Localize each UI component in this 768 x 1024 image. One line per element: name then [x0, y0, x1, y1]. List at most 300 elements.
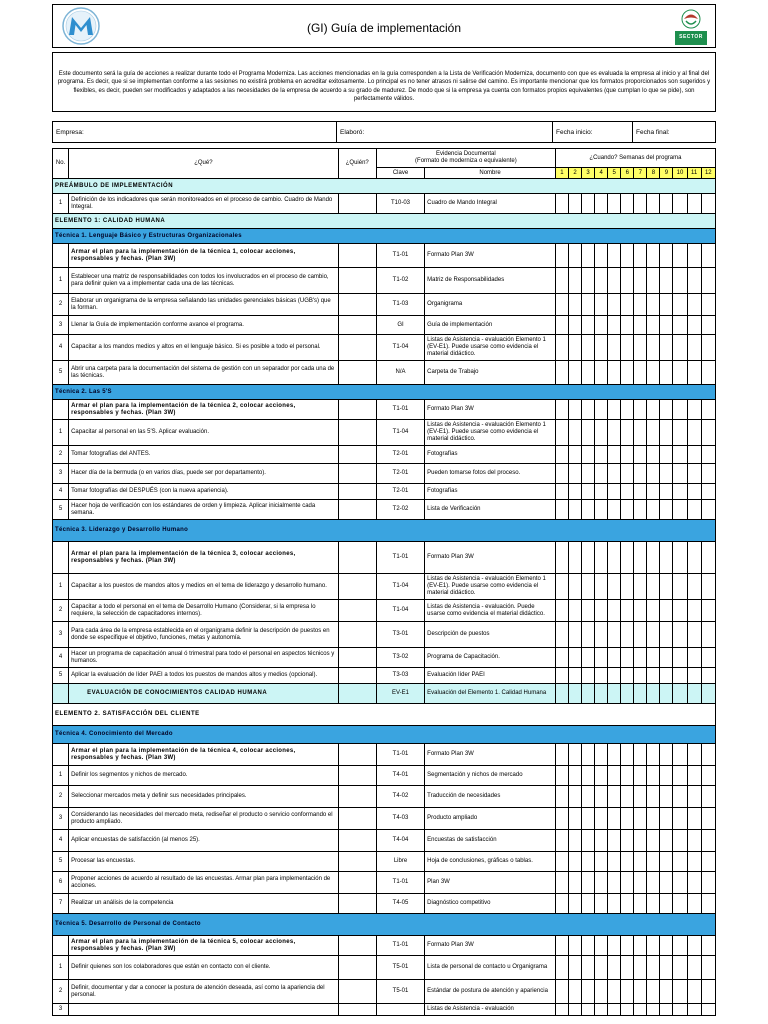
week-cell	[582, 500, 595, 520]
week-cell	[555, 980, 568, 1004]
week-header-5: 5	[608, 168, 621, 179]
week-cell	[608, 484, 621, 500]
item-nombre: Lista de Verificación	[425, 500, 556, 520]
item-que: Hacer día de la bermuda (o en varios días, puede ser por departamento).	[69, 464, 339, 484]
week-cell	[608, 766, 621, 786]
item-que: Armar el plan para la implementación de la técnica 3, colocar acciones, responsables y fechas. (Plan 3W)	[69, 542, 339, 574]
week-cell	[647, 808, 660, 830]
week-cell	[687, 936, 701, 956]
week-cell	[582, 766, 595, 786]
week-cell	[595, 420, 608, 446]
week-cell	[687, 316, 701, 335]
week-cell	[634, 830, 647, 852]
week-cell	[673, 894, 687, 914]
item-que: Capacitar al personal en las 5'S. Aplicar evaluación.	[69, 420, 339, 446]
item-row	[53, 464, 716, 484]
week-cell	[568, 872, 581, 894]
week-cell	[582, 830, 595, 852]
week-cell	[555, 335, 568, 361]
week-cell	[555, 484, 568, 500]
item-row	[53, 600, 716, 622]
week-cell	[555, 244, 568, 268]
week-cell	[647, 574, 660, 600]
item-number: 4	[53, 648, 69, 668]
week-cell	[608, 400, 621, 420]
week-cell	[621, 684, 634, 704]
week-cell	[621, 600, 634, 622]
item-clave: T4-05	[376, 894, 424, 914]
item-que: Armar el plan para la implementación de la técnica 5, colocar acciones, responsables y fechas. (Plan 3W)	[69, 936, 339, 956]
week-header-6: 6	[621, 168, 634, 179]
week-cell	[660, 294, 673, 316]
section-row	[53, 179, 716, 194]
item-quien	[338, 684, 376, 704]
plan-row	[53, 244, 716, 268]
week-cell	[634, 446, 647, 464]
item-nombre: Cuadro de Mando Integral	[425, 194, 556, 214]
plan-row	[53, 542, 716, 574]
week-cell	[701, 464, 715, 484]
week-cell	[568, 244, 581, 268]
item-quien	[338, 808, 376, 830]
week-cell	[608, 622, 621, 648]
week-cell	[647, 936, 660, 956]
item-que: Hacer hoja de verificación con los estándares de orden y limpieza. Aplicar inicialmente cada semana.	[69, 500, 339, 520]
week-cell	[634, 194, 647, 214]
week-cell	[660, 464, 673, 484]
item-nombre: Listas de Asistencia - evaluación Elemento 1 (EV-E1). Puede usarse como evidencia el material didáctico.	[425, 420, 556, 446]
item-nombre: Formato Plan 3W	[425, 936, 556, 956]
week-cell	[687, 1004, 701, 1016]
item-clave: T3-01	[376, 622, 424, 648]
section-title: PREÁMBULO DE IMPLEMENTACIÓN	[53, 179, 716, 194]
week-cell	[701, 766, 715, 786]
item-row	[53, 420, 716, 446]
week-cell	[701, 956, 715, 980]
item-number: 2	[53, 600, 69, 622]
week-cell	[595, 766, 608, 786]
week-cell	[582, 808, 595, 830]
week-cell	[634, 852, 647, 872]
item-quien	[338, 294, 376, 316]
week-cell	[582, 316, 595, 335]
week-cell	[701, 361, 715, 385]
week-cell	[634, 316, 647, 335]
week-cell	[660, 400, 673, 420]
item-clave: GI	[376, 316, 424, 335]
technique-row	[53, 385, 716, 400]
week-cell	[568, 744, 581, 766]
item-row	[53, 852, 716, 872]
week-cell	[595, 744, 608, 766]
week-cell	[595, 335, 608, 361]
week-cell	[555, 194, 568, 214]
item-row	[53, 194, 716, 214]
week-cell	[608, 956, 621, 980]
item-clave: T1-01	[376, 936, 424, 956]
week-cell	[673, 980, 687, 1004]
item-quien	[338, 542, 376, 574]
week-cell	[687, 668, 701, 684]
item-number	[53, 684, 69, 704]
week-cell	[634, 766, 647, 786]
item-row	[53, 484, 716, 500]
item-quien	[338, 464, 376, 484]
item-nombre: Formato Plan 3W	[425, 400, 556, 420]
week-cell	[555, 420, 568, 446]
week-cell	[582, 980, 595, 1004]
header-row	[53, 149, 716, 168]
week-cell	[673, 600, 687, 622]
week-cell	[660, 600, 673, 622]
week-cell	[621, 894, 634, 914]
item-number	[53, 542, 69, 574]
week-cell	[555, 830, 568, 852]
item-clave: T1-01	[376, 872, 424, 894]
item-row	[53, 980, 716, 1004]
section-row	[53, 704, 716, 726]
item-que: Definir los segmentos y nichos de mercado.	[69, 766, 339, 786]
week-cell	[555, 600, 568, 622]
evaluation-row	[53, 684, 716, 704]
week-cell	[647, 446, 660, 464]
week-cell	[673, 830, 687, 852]
item-clave: T1-04	[376, 600, 424, 622]
week-cell	[701, 936, 715, 956]
item-nombre: Listas de Asistencia - evaluación Elemento 1 (EV-E1). Puede usarse como evidencia el material didáctico.	[425, 574, 556, 600]
week-cell	[687, 744, 701, 766]
week-cell	[634, 500, 647, 520]
item-number	[53, 936, 69, 956]
week-cell	[660, 786, 673, 808]
week-cell	[673, 622, 687, 648]
item-clave: T2-02	[376, 500, 424, 520]
item-nombre: Fotografías	[425, 446, 556, 464]
week-cell	[608, 980, 621, 1004]
week-cell	[660, 808, 673, 830]
item-nombre: Listas de Asistencia - evaluación. Puede usarse como evidencia el material didáctico.	[425, 600, 556, 622]
week-cell	[568, 446, 581, 464]
week-cell	[582, 446, 595, 464]
item-number: 7	[53, 894, 69, 914]
item-number: 4	[53, 335, 69, 361]
col-nombre: Nombre	[425, 168, 556, 179]
item-clave: T4-02	[376, 786, 424, 808]
item-number	[53, 244, 69, 268]
item-number: 1	[53, 574, 69, 600]
item-number: 4	[53, 484, 69, 500]
week-cell	[701, 830, 715, 852]
week-cell	[634, 872, 647, 894]
week-cell	[634, 268, 647, 294]
item-quien	[338, 335, 376, 361]
week-header-3: 3	[582, 168, 595, 179]
item-quien	[338, 420, 376, 446]
week-cell	[582, 684, 595, 704]
week-cell	[568, 420, 581, 446]
week-cell	[555, 361, 568, 385]
week-cell	[555, 574, 568, 600]
week-cell	[555, 622, 568, 648]
item-row	[53, 316, 716, 335]
item-que: Aplicar encuestas de satisfacción (al menos 25).	[69, 830, 339, 852]
week-cell	[673, 852, 687, 872]
item-quien	[338, 361, 376, 385]
col-no: No.	[53, 149, 69, 179]
week-cell	[555, 500, 568, 520]
item-clave: T1-02	[376, 268, 424, 294]
item-number: 4	[53, 830, 69, 852]
week-cell	[647, 668, 660, 684]
week-cell	[647, 316, 660, 335]
item-nombre: Matriz de Responsabilidades	[425, 268, 556, 294]
item-quien	[338, 484, 376, 500]
item-clave: T1-04	[376, 420, 424, 446]
item-clave: T1-01	[376, 244, 424, 268]
fecha-final-label: Fecha final:	[636, 129, 670, 136]
technique-row	[53, 229, 716, 244]
week-cell	[673, 668, 687, 684]
week-cell	[634, 786, 647, 808]
week-cell	[687, 194, 701, 214]
week-cell	[582, 268, 595, 294]
item-number: 5	[53, 361, 69, 385]
week-cell	[701, 872, 715, 894]
week-cell	[634, 244, 647, 268]
item-que: Capacitar a los puestos de mandos altos y medios en el tema de liderazgo y desarrollo humano.	[69, 574, 339, 600]
week-cell	[595, 622, 608, 648]
week-cell	[555, 446, 568, 464]
week-cell	[673, 808, 687, 830]
item-nombre: Listas de Asistencia - evaluación	[425, 1004, 556, 1016]
item-clave: T1-04	[376, 574, 424, 600]
week-cell	[673, 684, 687, 704]
item-quien	[338, 244, 376, 268]
week-cell	[595, 830, 608, 852]
item-row	[53, 1004, 716, 1016]
week-cell	[687, 244, 701, 268]
item-nombre: Evaluación del Elemento 1. Calidad Humana	[425, 684, 556, 704]
intro-text: Este documento será la guía de acciones a realizar durante todo el Programa Moderniza. Las acciones mencionadas en la guía corresponden a la Lista de Verificación Moderniza, documento con que es evaluada la empresa al inicio y al final del programa. Es decir, que si se implementan conforme a las sesiones no existirá problema en acreditar exitosamente. Lo principal es no tener atrasos ni salirse del camino. Es importante mencionar que los formatos proporcionados son sugeridos y flexibles, es decir, pueden ser modificados y adaptados a las necesidades de la empresa de acuerdo a su grado de madurez. De modo que si la empresa ya cuenta con formatos propios equivalentes (que cumplan lo que se pide), son perfectamente válidos.	[52, 52, 716, 112]
week-cell	[608, 600, 621, 622]
item-row	[53, 786, 716, 808]
week-cell	[647, 244, 660, 268]
sector-logo	[675, 7, 707, 47]
week-cell	[687, 464, 701, 484]
week-cell	[582, 464, 595, 484]
week-cell	[701, 744, 715, 766]
week-cell	[634, 744, 647, 766]
col-quien: ¿Quién?	[338, 149, 376, 179]
week-cell	[555, 684, 568, 704]
week-cell	[568, 1004, 581, 1016]
fecha-inicio-label: Fecha inicio:	[553, 122, 633, 142]
week-cell	[595, 484, 608, 500]
item-quien	[338, 980, 376, 1004]
week-cell	[701, 574, 715, 600]
week-cell	[660, 830, 673, 852]
item-number: 1	[53, 766, 69, 786]
week-cell	[673, 446, 687, 464]
item-que: Procesar las encuestas.	[69, 852, 339, 872]
week-cell	[595, 980, 608, 1004]
week-cell	[660, 936, 673, 956]
week-cell	[634, 1004, 647, 1016]
week-cell	[660, 766, 673, 786]
week-cell	[701, 294, 715, 316]
week-cell	[701, 622, 715, 648]
info-row	[52, 121, 716, 143]
week-cell	[701, 852, 715, 872]
item-nombre: Formato Plan 3W	[425, 744, 556, 766]
week-cell	[647, 852, 660, 872]
item-clave: T2-01	[376, 484, 424, 500]
week-cell	[595, 872, 608, 894]
week-cell	[608, 936, 621, 956]
item-number: 3	[53, 1004, 69, 1016]
item-que: Definir quienes son los colaboradores que están en contacto con el cliente.	[69, 956, 339, 980]
item-number: 6	[53, 872, 69, 894]
week-cell	[701, 980, 715, 1004]
week-cell	[673, 464, 687, 484]
week-cell	[687, 574, 701, 600]
technique-row	[53, 914, 716, 936]
week-cell	[568, 622, 581, 648]
week-cell	[621, 316, 634, 335]
col-clave: Clave	[376, 168, 424, 179]
week-cell	[582, 744, 595, 766]
week-cell	[660, 420, 673, 446]
week-cell	[621, 808, 634, 830]
week-cell	[660, 668, 673, 684]
week-header-10: 10	[673, 168, 687, 179]
week-cell	[595, 894, 608, 914]
week-cell	[660, 980, 673, 1004]
technique-title: Técnica 5. Desarrollo de Personal de Contacto	[53, 914, 716, 936]
week-cell	[608, 446, 621, 464]
week-cell	[595, 574, 608, 600]
week-cell	[608, 668, 621, 684]
item-que: Proponer acciones de acuerdo al resultado de las encuestas. Armar plan para implementación de acciones.	[69, 872, 339, 894]
week-cell	[687, 980, 701, 1004]
week-cell	[621, 872, 634, 894]
week-cell	[673, 956, 687, 980]
week-cell	[621, 484, 634, 500]
week-cell	[660, 244, 673, 268]
week-cell	[647, 484, 660, 500]
week-cell	[608, 244, 621, 268]
week-cell	[582, 622, 595, 648]
week-cell	[582, 894, 595, 914]
item-que: EVALUACIÓN DE CONOCIMIENTOS CALIDAD HUMANA	[69, 684, 339, 704]
week-cell	[660, 852, 673, 872]
item-row	[53, 894, 716, 914]
item-que: Tomar fotografías del ANTES.	[69, 446, 339, 464]
week-cell	[660, 684, 673, 704]
week-cell	[687, 766, 701, 786]
week-cell	[621, 542, 634, 574]
item-number	[53, 400, 69, 420]
item-row	[53, 622, 716, 648]
item-quien	[338, 668, 376, 684]
week-cell	[634, 600, 647, 622]
week-cell	[608, 420, 621, 446]
week-cell	[608, 1004, 621, 1016]
week-cell	[621, 268, 634, 294]
item-row	[53, 808, 716, 830]
week-cell	[608, 464, 621, 484]
item-quien	[338, 316, 376, 335]
week-cell	[673, 766, 687, 786]
item-nombre: Fotografías	[425, 484, 556, 500]
col-que: ¿Qué?	[69, 149, 339, 179]
week-cell	[660, 744, 673, 766]
week-cell	[621, 335, 634, 361]
week-cell	[608, 194, 621, 214]
item-row	[53, 830, 716, 852]
item-quien	[338, 852, 376, 872]
week-cell	[660, 484, 673, 500]
week-cell	[647, 744, 660, 766]
week-cell	[595, 500, 608, 520]
page-title: (GI) Guía de implementación	[306, 21, 462, 35]
item-quien	[338, 872, 376, 894]
week-cell	[608, 335, 621, 361]
item-row	[53, 668, 716, 684]
item-quien	[338, 1004, 376, 1016]
week-cell	[701, 684, 715, 704]
item-number	[53, 744, 69, 766]
item-que: Armar el plan para la implementación de la técnica 2, colocar acciones, responsables y fechas. (Plan 3W)	[69, 400, 339, 420]
week-cell	[568, 400, 581, 420]
week-cell	[634, 484, 647, 500]
item-nombre: Producto ampliado	[425, 808, 556, 830]
item-que: Definición de los indicadores que serán monitoreados en el proceso de cambio. Cuadro de Mando Integral.	[69, 194, 339, 214]
item-que: Capacitar a todo el personal en el tema de Desarrollo Humano (Considerar, si la empresa lo requiere, la selección de capacitadores internos).	[69, 600, 339, 622]
week-cell	[687, 808, 701, 830]
technique-row	[53, 726, 716, 744]
item-number: 3	[53, 464, 69, 484]
item-clave: T4-04	[376, 830, 424, 852]
item-quien	[338, 194, 376, 214]
week-cell	[647, 766, 660, 786]
item-row	[53, 268, 716, 294]
week-cell	[660, 335, 673, 361]
item-que: Armar el plan para la implementación de la técnica 1, colocar acciones, responsables y fechas. (Plan 3W)	[69, 244, 339, 268]
week-cell	[568, 786, 581, 808]
week-cell	[687, 420, 701, 446]
week-cell	[582, 872, 595, 894]
week-cell	[687, 335, 701, 361]
week-cell	[701, 786, 715, 808]
week-cell	[701, 420, 715, 446]
week-cell	[568, 335, 581, 361]
week-cell	[687, 786, 701, 808]
week-cell	[701, 894, 715, 914]
week-cell	[621, 446, 634, 464]
week-cell	[555, 294, 568, 316]
item-nombre: Segmentación y nichos de mercado	[425, 766, 556, 786]
week-cell	[673, 335, 687, 361]
week-cell	[582, 936, 595, 956]
week-cell	[568, 294, 581, 316]
item-row	[53, 574, 716, 600]
item-que: Abrir una carpeta para la documentación del sistema de gestión con un separador por cada una de las técnicas.	[69, 361, 339, 385]
week-cell	[701, 335, 715, 361]
week-cell	[647, 464, 660, 484]
technique-title: Técnica 1. Lenguaje Básico y Estructuras Organizacionales	[53, 229, 716, 244]
item-que	[69, 1004, 339, 1016]
